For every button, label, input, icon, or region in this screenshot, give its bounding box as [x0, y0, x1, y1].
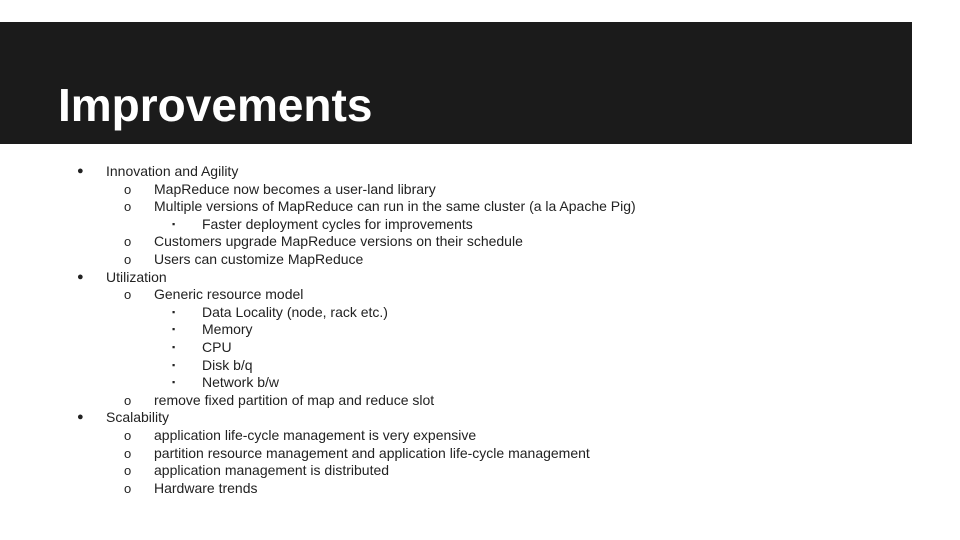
bullet-item-level-1 — [0, 445, 960, 463]
bullet-text: Innovation and Agility — [106, 163, 239, 179]
bullet-text: Disk b/q — [202, 356, 253, 373]
bullet-item-level-1 — [0, 251, 960, 269]
bullet-marker-icon: ● — [77, 270, 84, 283]
bullet-item-level-1 — [0, 286, 960, 304]
bullet-text: Multiple versions of MapReduce can run in the same cluster (a la Apache Pig) — [154, 198, 636, 215]
bullet-text: partition resource management and application life-cycle management — [154, 444, 590, 461]
bullet-marker-icon: ▪ — [172, 306, 176, 317]
bullet-marker-icon: ● — [77, 411, 84, 424]
bullet-marker-icon: o — [124, 427, 132, 443]
bullet-text: application management is distributed — [154, 462, 390, 479]
bullet-item-level-1 — [0, 427, 960, 445]
bullet-marker-icon: o — [124, 463, 132, 479]
bullet-text: Network b/w — [202, 374, 280, 391]
bullet-item-level-1 — [0, 392, 960, 410]
bullet-marker-icon: ● — [77, 165, 84, 177]
bullet-item-level-2 — [0, 321, 960, 339]
bullet-text: Users can customize MapReduce — [154, 250, 364, 267]
bullet-item-level-1 — [0, 181, 960, 199]
bullet-item-level-2 — [0, 216, 960, 234]
bullet-text: Hardware trends — [154, 479, 258, 496]
bullet-marker-icon: ▪ — [172, 218, 176, 229]
bullet-item-level-0 — [0, 409, 960, 427]
bullet-item-level-0 — [0, 269, 960, 287]
bullet-item-level-2 — [0, 374, 960, 392]
bullet-item-level-1 — [0, 233, 960, 251]
bullet-text: Memory — [202, 321, 253, 338]
bullet-marker-icon: ▪ — [172, 324, 176, 335]
bullet-text: application life-cycle management is very expensive — [154, 426, 477, 443]
bullet-marker-icon: o — [124, 199, 132, 215]
bullet-item-level-1 — [0, 480, 960, 498]
bullet-marker-icon: o — [124, 392, 132, 408]
bullet-text: Utilization — [106, 268, 167, 285]
bullet-marker-icon: ▪ — [172, 341, 176, 352]
bullet-item-level-0 — [0, 163, 960, 181]
bullet-item-level-2 — [0, 304, 960, 322]
bullet-item-level-2 — [0, 339, 960, 357]
bullet-text: Data Locality (node, rack etc.) — [202, 303, 388, 320]
bullet-text: remove fixed partition of map and reduce slot — [154, 391, 435, 408]
bullet-text: CPU — [202, 338, 232, 355]
bullet-item-level-1 — [0, 198, 960, 216]
bullet-marker-icon: o — [124, 234, 132, 250]
bullet-list — [0, 163, 960, 497]
bullet-text: Faster deployment cycles for improvements — [202, 215, 473, 232]
bullet-marker-icon: o — [124, 445, 132, 461]
bullet-marker-icon: o — [124, 181, 132, 197]
bullet-marker-icon: o — [124, 287, 132, 303]
bullet-item-level-2 — [0, 357, 960, 375]
bullet-text: MapReduce now becomes a user-land library — [154, 180, 436, 197]
bullet-item-level-1 — [0, 462, 960, 480]
bullet-text: Customers upgrade MapReduce versions on their schedule — [154, 233, 523, 250]
bullet-marker-icon: ▪ — [172, 359, 176, 370]
bullet-text: Generic resource model — [154, 286, 304, 303]
slide-title: Improvements — [58, 79, 373, 131]
bullet-text: Scalability — [106, 409, 170, 426]
bullet-marker-icon: ▪ — [172, 377, 176, 388]
bullet-marker-icon: o — [124, 251, 132, 267]
bullet-marker-icon: o — [124, 480, 132, 496]
